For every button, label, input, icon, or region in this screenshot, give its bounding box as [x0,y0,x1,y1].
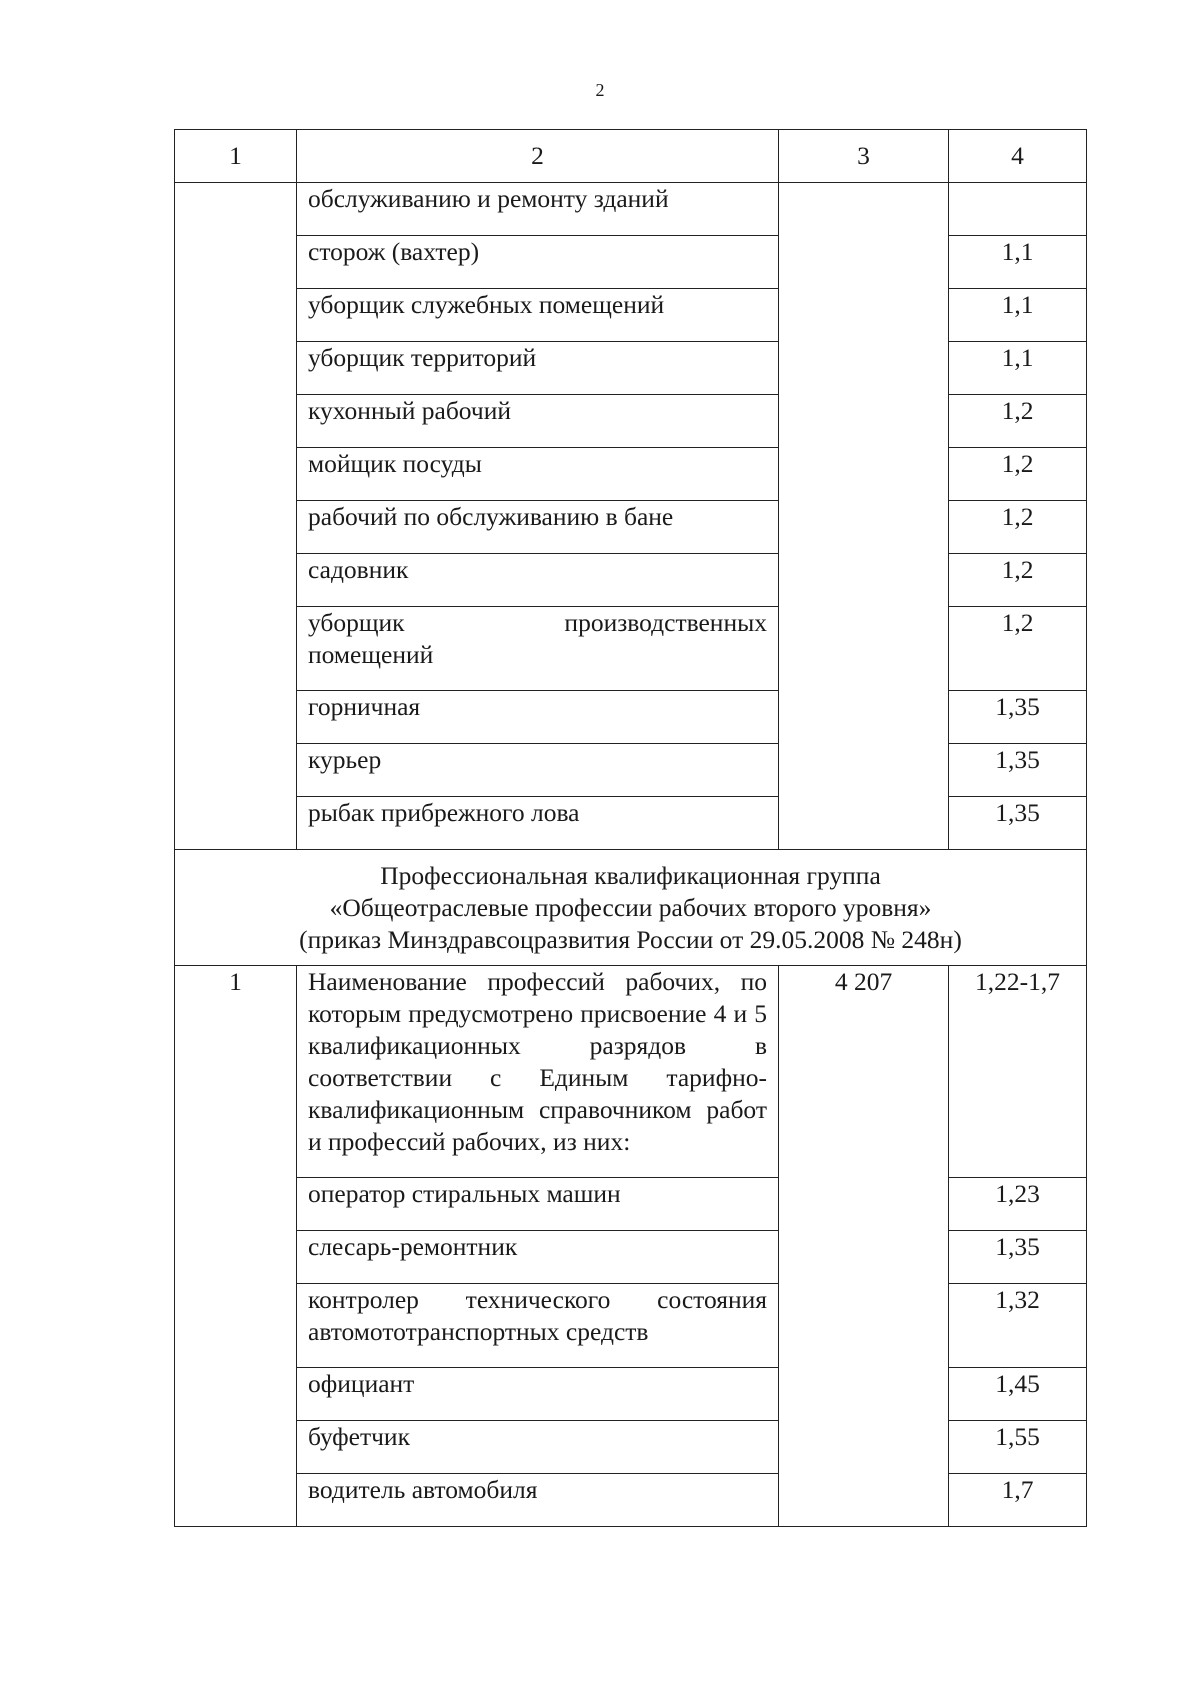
profession-name: оператор стиральных машин [297,1178,779,1231]
table-row [175,554,1087,607]
coefficient-value: 1,7 [949,1474,1087,1527]
profession-name: уборщик территорий [297,342,779,395]
base-salary: 4 207 [779,966,949,1527]
coefficient-range: 1,22-1,7 [949,966,1087,1178]
coefficient-value: 1,2 [949,448,1087,501]
blank-number-cell [175,183,297,850]
page-number: 2 [595,80,605,100]
profession-name [297,1284,779,1368]
header-col-2: 2 [297,130,779,183]
profession-name: обслуживанию и ремонту зданий [297,183,779,236]
coefficient-value: 1,35 [949,1231,1087,1284]
profession-name: рабочий по обслуживанию в бане [297,501,779,554]
table-row-group-main [175,966,1087,1178]
table-row [175,395,1087,448]
coefficient-value [949,183,1087,236]
section-heading-row [175,850,1087,966]
coefficient-value: 1,2 [949,501,1087,554]
coefficient-value: 1,1 [949,342,1087,395]
section-heading-line-2: «Общеотраслевые профессии рабочих второго уровня» [329,892,932,922]
coefficient-value: 1,2 [949,395,1087,448]
table-row [175,607,1087,691]
profession-name-line-1: контролер технического состояния [308,1285,767,1314]
coefficient-value: 1,2 [949,607,1087,691]
section-heading-line-3: (приказ Минздравсоцразвития России от 29.05.2008 № 248н) [299,924,962,954]
coefficients-table [174,129,1087,1527]
profession-name: буфетчик [297,1421,779,1474]
table-row [175,691,1087,744]
coefficient-value: 1,55 [949,1421,1087,1474]
table-row [175,236,1087,289]
table-row [175,1231,1087,1284]
coefficient-value: 1,45 [949,1368,1087,1421]
coefficient-value: 1,32 [949,1284,1087,1368]
table-row [175,1178,1087,1231]
header-col-3: 3 [779,130,949,183]
table-row [175,289,1087,342]
profession-name: уборщик служебных помещений [297,289,779,342]
header-col-1: 1 [175,130,297,183]
profession-name: курьер [297,744,779,797]
profession-name: водитель автомобиля [297,1474,779,1527]
table-row [175,1368,1087,1421]
profession-name: слесарь-ремонтник [297,1231,779,1284]
coefficient-value: 1,35 [949,691,1087,744]
coefficient-value: 1,35 [949,797,1087,850]
coefficient-value: 1,2 [949,554,1087,607]
row-number: 1 [175,966,297,1527]
profession-name: мойщик посуды [297,448,779,501]
profession-name [297,607,779,691]
table-row [175,342,1087,395]
table-row [175,183,1087,236]
section-heading [175,850,1087,966]
profession-name: кухонный рабочий [297,395,779,448]
section-heading-line-1: Профессиональная квалификационная группа [380,860,881,890]
blank-salary-cell [779,183,949,850]
table-row [175,797,1087,850]
table-row [175,448,1087,501]
profession-group-description: Наименование профессий рабочих, по которым предусмотрено присвоение 4 и 5 квалификационных разрядов в соответствии с Единым тарифно-квалификационным справочником работ и профессий рабочих, из них: [297,966,779,1178]
profession-name: сторож (вахтер) [297,236,779,289]
profession-name-line-2: помещений [308,640,434,669]
profession-name: официант [297,1368,779,1421]
profession-name-line-2: автомототранспортных средств [308,1317,649,1346]
coefficient-value: 1,1 [949,289,1087,342]
header-col-4: 4 [949,130,1087,183]
profession-name: рыбак прибрежного лова [297,797,779,850]
profession-name-line-1: уборщик производственных [308,608,767,637]
table-row [175,744,1087,797]
profession-name: горничная [297,691,779,744]
table-row [175,1284,1087,1368]
table-row [175,1421,1087,1474]
coefficient-value: 1,1 [949,236,1087,289]
table-row [175,501,1087,554]
profession-name: садовник [297,554,779,607]
table-row [175,1474,1087,1527]
coefficient-value: 1,23 [949,1178,1087,1231]
table-header-row [175,130,1087,183]
coefficient-value: 1,35 [949,744,1087,797]
